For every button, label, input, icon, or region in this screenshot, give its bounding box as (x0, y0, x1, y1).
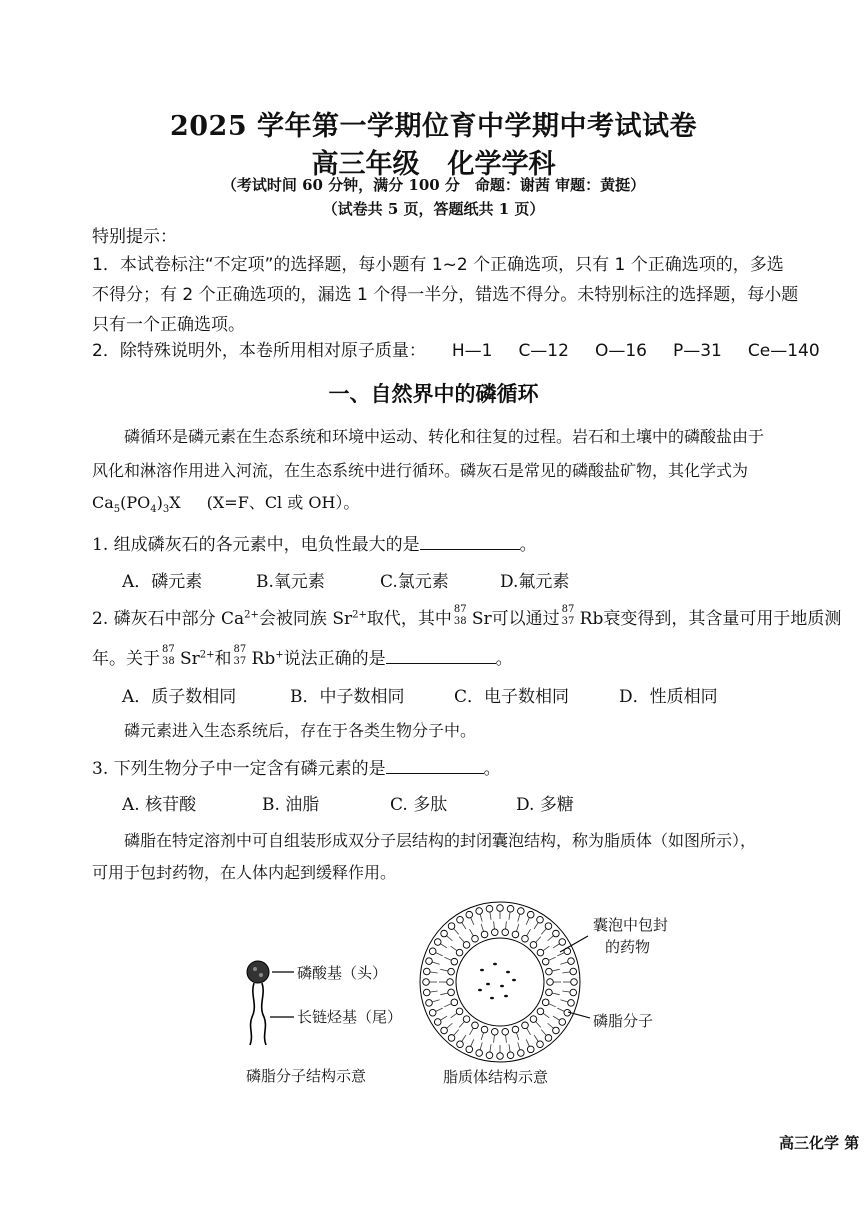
formula-sub: 5 (113, 504, 121, 516)
lipid-head (426, 958, 433, 965)
page-info: （试卷共 5 页，答题纸共 1 页） (322, 200, 545, 218)
lipid-head (570, 989, 577, 996)
lipid-head (512, 1026, 519, 1033)
lipid-head (570, 968, 577, 975)
lipid-head (530, 942, 537, 949)
lipid-head (434, 939, 441, 946)
option-d[interactable]: D.氟元素 (500, 572, 570, 592)
answer-blank[interactable] (420, 535, 520, 550)
option-c[interactable]: C.氯元素 (380, 572, 449, 592)
lipid-head (518, 908, 525, 915)
label-hydrocarbon-tail: 长链烃基（尾） (297, 1008, 403, 1026)
lipid-head (472, 935, 479, 942)
lipid-head (448, 989, 455, 996)
lipid-head (441, 1027, 448, 1034)
head-texture (253, 967, 257, 971)
drug-particle (512, 979, 516, 982)
page-footer: 高三化学 第 (779, 1134, 860, 1152)
caption-liposome: 脂质体结构示意 (443, 1068, 549, 1086)
ion-charge: 2+ (199, 649, 215, 661)
phospholipid-molecule-diagram (236, 955, 296, 1055)
lipid-head (466, 911, 473, 918)
element-symbol: Rb (579, 609, 604, 629)
molecule-pointer-line (568, 1012, 590, 1018)
lipid-head (426, 1000, 433, 1007)
question-1-options (122, 567, 569, 592)
question-3-options (122, 790, 574, 815)
question-1-end: 。 (519, 535, 537, 555)
option-c[interactable]: C．电子数相同 (454, 687, 570, 707)
question-2-options (122, 682, 718, 707)
question-2-text: 可以通过 (491, 609, 560, 629)
grade-label: 高三年级 (311, 149, 420, 180)
phosphate-head (247, 961, 269, 983)
lipid-head (451, 999, 458, 1006)
answer-blank[interactable] (386, 649, 496, 664)
question-2-text: 衰变得到，其含量可用于地质测 (603, 609, 842, 629)
question-2-line-1 (92, 604, 841, 629)
lipid-head (447, 979, 454, 986)
option-b[interactable]: B. 油脂 (262, 795, 320, 815)
lipid-head (502, 929, 509, 936)
drug-particle (478, 989, 482, 992)
option-d[interactable]: D．性质相同 (619, 687, 718, 707)
lipid-head (568, 958, 575, 965)
question-3-end: 。 (483, 759, 501, 779)
lipid-head (553, 930, 560, 937)
lipid-head (434, 1019, 441, 1026)
rb-isotope-notation (560, 604, 580, 628)
lipid-head (476, 908, 483, 915)
element-symbol: Sr (180, 649, 200, 669)
lipid-head (456, 949, 463, 956)
exam-title: 2025 学年第一学期位育中学期中考试试卷 (169, 111, 698, 142)
lipid-head (448, 923, 455, 930)
lipid-head (463, 942, 470, 949)
lipid-head (527, 911, 534, 918)
lipid-head (429, 948, 436, 955)
lipid-head (545, 1035, 552, 1042)
mass-number: 87 (561, 604, 575, 615)
lipid-head (502, 1028, 509, 1035)
atomic-number: 37 (561, 616, 575, 627)
lipid-head (456, 1008, 463, 1015)
lipid-head (448, 968, 455, 975)
mass-number: 87 (162, 644, 175, 655)
lipid-head (537, 916, 544, 923)
answer-blank[interactable] (386, 759, 484, 774)
option-d[interactable]: D. 多糖 (516, 795, 574, 815)
notice-heading: 特别提示： (92, 227, 177, 247)
label-phospholipid-molecule: 磷脂分子 (593, 1012, 654, 1030)
formula-sub: 3 (162, 504, 170, 516)
sr-ion-notation (160, 644, 180, 668)
exam-info: （考试时间 60 分钟，满分 100 分 命题：谢茜 审题：黄挺） (221, 176, 646, 194)
question-2-text: 年。关于 (92, 649, 160, 669)
sr-isotope-notation (452, 604, 472, 628)
notice-item-1-line-3: 只有一个正确选项。 (92, 315, 245, 335)
question-2-text: 会被同族 Sr (258, 609, 353, 629)
lipid-head (491, 929, 498, 936)
ion-charge: 2+ (244, 609, 259, 621)
drug-particle (486, 983, 490, 986)
lipid-head (527, 1046, 534, 1053)
lipid-head (559, 1019, 566, 1026)
lipid-head (491, 1028, 498, 1035)
lipid-head (546, 989, 553, 996)
lipid-head (545, 923, 552, 930)
label-drug-line-2: 的药物 (605, 938, 651, 956)
drug-particle (490, 997, 494, 1000)
lipid-head (423, 968, 430, 975)
lipid-head (553, 1027, 560, 1034)
question-3-stem: 3. 下列生物分子中一定含有磷元素的是 (92, 759, 386, 779)
mass-number: 87 (453, 604, 467, 615)
lipid-head (486, 905, 493, 912)
notice-item-1-line-2: 不得分；有 2 个正确选项的，漏选 1 个得一半分，错选不得分。未特别标注的选择题，每小题 (92, 285, 799, 305)
atomic-number: 38 (453, 616, 467, 627)
rb-ion-notation (232, 644, 252, 668)
lipid-head (423, 979, 430, 986)
lipid-head (481, 1026, 488, 1033)
element-symbol: Sr (471, 609, 492, 629)
lipid-head (547, 979, 554, 986)
atomic-number: 38 (162, 656, 175, 667)
lipid-head (451, 958, 458, 965)
option-a[interactable]: A．质子数相同 (122, 687, 237, 707)
lipid-head (497, 905, 504, 912)
lipid-head (472, 1022, 479, 1029)
subject-label: 化学学科 (447, 149, 556, 180)
lipid-head (537, 1041, 544, 1048)
lipid-head (507, 1052, 514, 1059)
lipid-head (486, 1052, 493, 1059)
atomic-mass: C—12 (518, 341, 569, 361)
lipid-head (457, 916, 464, 923)
formula-part: Ca (92, 493, 114, 512)
formula-note: (X=F、Cl 或 OH）。 (206, 493, 360, 512)
apatite-formula (92, 490, 359, 515)
atomic-mass: O—16 (594, 341, 647, 361)
option-b[interactable]: B．中子数相同 (290, 687, 405, 707)
lipid-head (463, 1016, 470, 1023)
ion-charge: + (275, 649, 284, 661)
lipid-head (441, 930, 448, 937)
option-b[interactable]: B.氧元素 (256, 572, 325, 592)
lipid-head (568, 1000, 575, 1007)
lipid-line-1: 磷脂在特定溶剂中可自组装形成双分子层结构的封闭囊泡结构，称为脂质体（如图所示）， (124, 831, 757, 850)
drug-particle (504, 995, 508, 998)
lipid-head (518, 1050, 525, 1057)
formula-part: X (169, 493, 181, 512)
liposome-diagram (400, 900, 610, 1065)
option-a[interactable]: A. 核苷酸 (122, 795, 197, 815)
element-symbol: Rb (251, 649, 276, 669)
question-2-end: 。 (495, 649, 513, 669)
intro-line-2: 风化和淋溶作用进入河流，在生态系统中进行循环。磷灰石是常见的磷酸盐矿物，其化学式为 (92, 461, 749, 480)
lipid-head (522, 935, 529, 942)
drug-particle (493, 963, 497, 966)
drug-particle (500, 985, 504, 988)
caption-phospholipid: 磷脂分子结构示意 (246, 1067, 367, 1085)
mass-number: 87 (233, 644, 247, 655)
notice-item-1 (92, 250, 798, 340)
atomic-mass: P—31 (672, 341, 722, 361)
notice-item-2-prefix: 2．除特殊说明外，本卷所用相对原子质量： (92, 341, 426, 361)
lipid-head (476, 1050, 483, 1057)
lipid-head (537, 1008, 544, 1015)
label-phosphate-head: 磷酸基（头） (297, 964, 388, 982)
atomic-mass: Ce—140 (747, 341, 820, 361)
question-2-text: 说法正确的是 (283, 649, 386, 669)
lipid-head (429, 1009, 436, 1016)
lipid-head (457, 1041, 464, 1048)
atomic-number: 37 (233, 656, 247, 667)
lipid-head (497, 1053, 504, 1060)
lipid-head (507, 905, 514, 912)
lipid-head (546, 968, 553, 975)
option-c[interactable]: C. 多肽 (390, 795, 448, 815)
formula-sub: 4 (150, 504, 157, 516)
atomic-mass: H—1 (451, 341, 493, 361)
question-1-stem: 1. 组成磷灰石的各元素中，电负性最大的是 (92, 535, 420, 555)
hydrocarbon-tail (262, 983, 266, 1045)
question-1 (92, 530, 537, 555)
lipid-head (423, 989, 430, 996)
hydrocarbon-tail (250, 983, 254, 1045)
formula-part: ) (156, 493, 163, 512)
lipid-head (522, 1022, 529, 1029)
lipid-head (481, 931, 488, 938)
lipid-head (466, 1046, 473, 1053)
lipid-head (512, 931, 519, 938)
notice-item-2 (92, 336, 820, 361)
bio-text: 磷元素进入生态系统后，存在于各类生物分子中。 (124, 721, 477, 740)
question-2-text: 和 (214, 649, 232, 669)
drug-particle (480, 969, 484, 972)
label-drug-line-1: 囊泡中包封 (593, 916, 669, 934)
lipid-head (537, 949, 544, 956)
lipid-head (448, 1035, 455, 1042)
question-2-text: 取代，其中 (366, 609, 452, 629)
liposome-inner-cavity (456, 938, 544, 1026)
head-texture (259, 973, 263, 977)
notice-item-1-line-1: 1．本试卷标注“不定项”的选择题，每小题有 1~2 个正确选项，只有 1 个正确选项的，多选 (92, 255, 784, 275)
formula-part: (PO (120, 493, 151, 512)
lipid-head (530, 1016, 537, 1023)
question-2-text: 2. 磷灰石中部分 Ca (92, 609, 245, 629)
lipid-head (542, 958, 549, 965)
lipid-head (542, 999, 549, 1006)
intro-line-1: 磷循环是磷元素在生态系统和环境中运动、转化和往复的过程。岩石和土壤中的磷酸盐由于 (124, 427, 765, 446)
drug-particle (506, 971, 510, 974)
lipid-line-2: 可用于包封药物，在人体内起到缓释作用。 (92, 863, 397, 882)
ion-charge: 2+ (352, 609, 367, 621)
lipid-head (571, 979, 578, 986)
option-a[interactable]: A．磷元素 (122, 572, 203, 592)
lipid-head (559, 939, 566, 946)
question-3 (92, 754, 501, 779)
question-2-line-2 (92, 644, 513, 669)
section-title: 一、自然界中的磷循环 (328, 382, 539, 406)
